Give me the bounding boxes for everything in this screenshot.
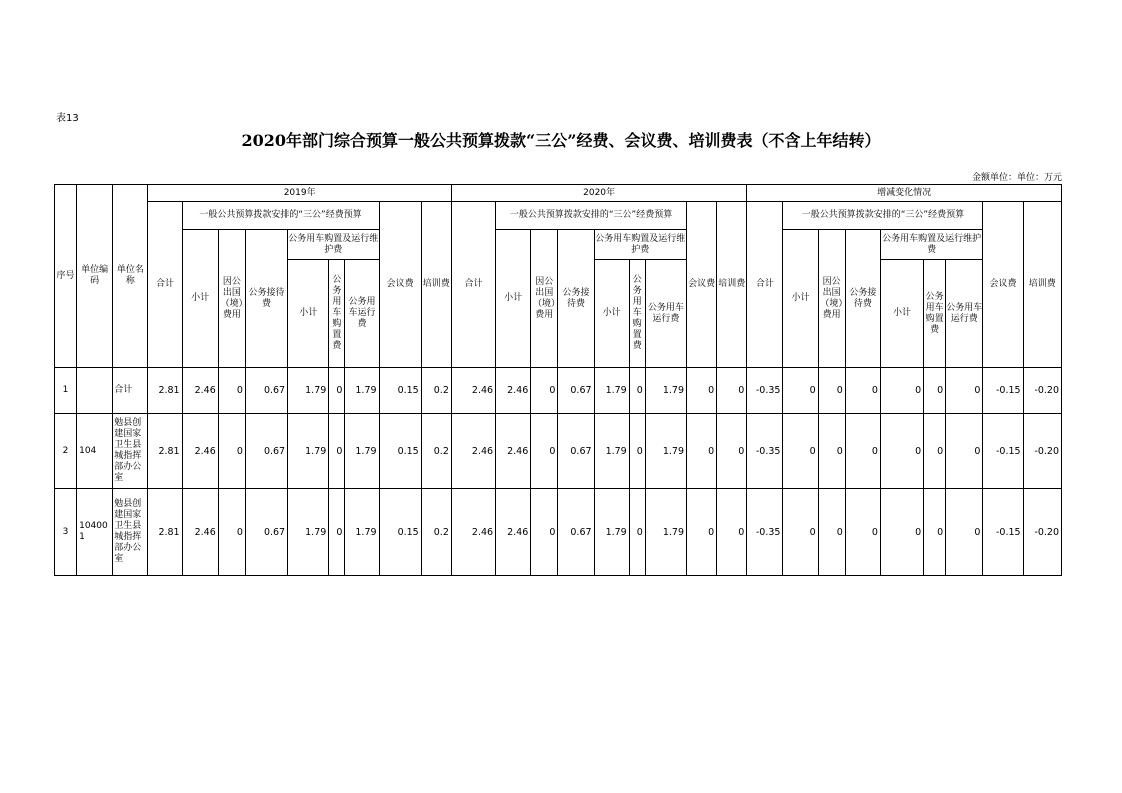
- row-value: 0.2: [421, 414, 451, 489]
- header-car-subtotal-2019: 小计: [288, 260, 329, 368]
- row-value: 0: [845, 489, 880, 576]
- row-value: 0: [946, 489, 983, 576]
- header-car-purchase-2019: 公务用车购置费: [329, 260, 345, 368]
- row-value: 1.79: [645, 368, 686, 414]
- row-value: -0.15: [983, 368, 1023, 414]
- row-name: 合计: [113, 368, 148, 414]
- header-name: 单位名称: [113, 185, 148, 368]
- row-value: -0.15: [983, 414, 1023, 489]
- row-value: 0: [329, 414, 345, 489]
- row-value: -0.20: [1023, 414, 1061, 489]
- row-value: 2.46: [451, 489, 495, 576]
- row-value: 1.79: [594, 414, 629, 489]
- row-value: 0: [818, 414, 845, 489]
- header-car-group-change: 公务用车购置及运行维护费: [880, 230, 982, 260]
- row-value: -0.35: [747, 489, 783, 576]
- row-value: 0: [880, 489, 923, 576]
- row-value: 0: [629, 368, 645, 414]
- row-value: 0: [845, 368, 880, 414]
- header-car-subtotal-change: 小计: [880, 260, 923, 368]
- row-value: 0.15: [379, 489, 421, 576]
- row-value: 0: [880, 414, 923, 489]
- row-value: 0.15: [379, 414, 421, 489]
- header-car-group-2019: 公务用车购置及运行维护费: [288, 230, 379, 260]
- row-value: 0.15: [379, 368, 421, 414]
- row-value: 1.79: [345, 489, 379, 576]
- row-value: 0.67: [558, 368, 594, 414]
- row-value: 0: [531, 414, 558, 489]
- page-title: 2020年部门综合预算一般公共预算拨款“三公”经费、会议费、培训费表（不含上年结转）: [241, 131, 881, 150]
- budget-table: [54, 184, 1062, 576]
- row-value: 1.79: [288, 489, 329, 576]
- header-car-purchase-2020: 公务用车购置费: [629, 260, 645, 368]
- header-car-operation-2020: 公务用车运行费: [645, 260, 686, 368]
- row-value: 2.46: [182, 368, 218, 414]
- header-change: 增减变化情况: [747, 185, 1062, 202]
- row-value: 2.46: [451, 414, 495, 489]
- header-meeting-change: 会议费: [983, 202, 1023, 368]
- header-reception-2019: 公务接待费: [245, 230, 287, 368]
- row-value: 1.79: [594, 489, 629, 576]
- header-training-2020: 培训费: [717, 202, 747, 368]
- row-value: 2.46: [451, 368, 495, 414]
- row-value: 1.79: [288, 368, 329, 414]
- header-car-group-2020: 公务用车购置及运行维护费: [594, 230, 686, 260]
- header-2020: 2020年: [451, 185, 746, 202]
- row-value: -0.20: [1023, 489, 1061, 576]
- row-value: 1.79: [645, 489, 686, 576]
- row-value: 0: [946, 368, 983, 414]
- header-training-2019: 培训费: [421, 202, 451, 368]
- row-value: 2.46: [496, 489, 531, 576]
- row-value: -0.35: [747, 368, 783, 414]
- header-subtotal-2019: 小计: [182, 230, 218, 368]
- row-value: 2.46: [182, 489, 218, 576]
- row-name: 勉县创建国家卫生县城指挥部办公室: [113, 414, 148, 489]
- header-abroad-change: 因公出国（境）费用: [818, 230, 845, 368]
- table-row: [55, 368, 1062, 414]
- header-seq: 序号: [55, 185, 77, 368]
- row-value: 0: [717, 489, 747, 576]
- header-sangong-2019: 一般公共预算拨款安排的“三公”经费预算: [182, 202, 379, 230]
- row-value: 0.67: [245, 489, 287, 576]
- row-value: 0: [687, 414, 717, 489]
- row-value: 0.67: [245, 368, 287, 414]
- row-code: 104: [77, 414, 113, 489]
- row-value: 0: [783, 414, 818, 489]
- row-value: 2.46: [182, 414, 218, 489]
- row-value: 1.79: [594, 368, 629, 414]
- header-meeting-2019: 会议费: [379, 202, 421, 368]
- row-value: 0: [218, 414, 245, 489]
- row-value: 0: [845, 414, 880, 489]
- row-value: 1.79: [345, 368, 379, 414]
- header-car-purchase-change: 公务用车购置费: [924, 260, 946, 368]
- row-value: 0: [717, 414, 747, 489]
- row-value: 0: [924, 414, 946, 489]
- row-value: 0: [218, 489, 245, 576]
- row-value: 2.81: [148, 489, 182, 576]
- header-abroad-2019: 因公出国（境）费用: [218, 230, 245, 368]
- row-value: 1.79: [645, 414, 686, 489]
- header-sangong-change: 一般公共预算拨款安排的“三公”经费预算: [783, 202, 983, 230]
- row-value: 0: [329, 368, 345, 414]
- header-sangong-2020: 一般公共预算拨款安排的“三公”经费预算: [496, 202, 687, 230]
- header-meeting-2020: 会议费: [687, 202, 717, 368]
- row-seq: 3: [55, 489, 77, 576]
- row-value: 0: [924, 489, 946, 576]
- row-value: 0.2: [421, 368, 451, 414]
- row-seq: 2: [55, 414, 77, 489]
- row-value: 0: [687, 489, 717, 576]
- header-abroad-2020: 因公出国（境）费用: [531, 230, 558, 368]
- header-subtotal-2020: 小计: [496, 230, 531, 368]
- row-value: 0: [880, 368, 923, 414]
- header-training-change: 培训费: [1023, 202, 1061, 368]
- row-value: 0: [329, 489, 345, 576]
- header-reception-change: 公务接待费: [845, 230, 880, 368]
- row-value: 2.81: [148, 414, 182, 489]
- row-value: 2.81: [148, 368, 182, 414]
- row-value: 0: [818, 368, 845, 414]
- table-number: 表13: [56, 113, 79, 124]
- row-value: 0.67: [558, 489, 594, 576]
- row-code: [77, 368, 113, 414]
- row-value: 0: [687, 368, 717, 414]
- row-value: -0.35: [747, 414, 783, 489]
- row-name: 勉县创建国家卫生县城指挥部办公室: [113, 489, 148, 576]
- header-total-2020: 合计: [451, 202, 495, 368]
- row-value: 0: [818, 489, 845, 576]
- row-value: 0.67: [245, 414, 287, 489]
- header-total-change: 合计: [747, 202, 783, 368]
- row-value: 2.46: [496, 414, 531, 489]
- row-value: -0.20: [1023, 368, 1061, 414]
- row-value: 0.67: [558, 414, 594, 489]
- table-row: [55, 414, 1062, 489]
- row-value: 1.79: [288, 414, 329, 489]
- row-value: 1.79: [345, 414, 379, 489]
- header-subtotal-change: 小计: [783, 230, 818, 368]
- row-value: 0: [783, 368, 818, 414]
- row-value: 0: [218, 368, 245, 414]
- row-value: -0.15: [983, 489, 1023, 576]
- header-car-subtotal-2020: 小计: [594, 260, 629, 368]
- amount-unit: 金额单位：单位：万元: [971, 173, 1062, 183]
- row-value: 0: [629, 489, 645, 576]
- header-reception-2020: 公务接待费: [558, 230, 594, 368]
- row-value: 0: [924, 368, 946, 414]
- header-2019: 2019年: [148, 185, 451, 202]
- row-value: 0: [783, 489, 818, 576]
- row-value: 0: [717, 368, 747, 414]
- row-value: 2.46: [496, 368, 531, 414]
- header-car-operation-change: 公务用车运行费: [946, 260, 983, 368]
- table-row: [55, 489, 1062, 576]
- row-value: 0: [629, 414, 645, 489]
- row-seq: 1: [55, 368, 77, 414]
- row-value: 0: [531, 489, 558, 576]
- row-value: 0.2: [421, 489, 451, 576]
- header-code: 单位编码: [77, 185, 113, 368]
- row-value: 0: [946, 414, 983, 489]
- row-value: 0: [531, 368, 558, 414]
- row-code: 104001: [77, 489, 113, 576]
- header-car-operation-2019: 公务用车运行费: [345, 260, 379, 368]
- header-total-2019: 合计: [148, 202, 182, 368]
